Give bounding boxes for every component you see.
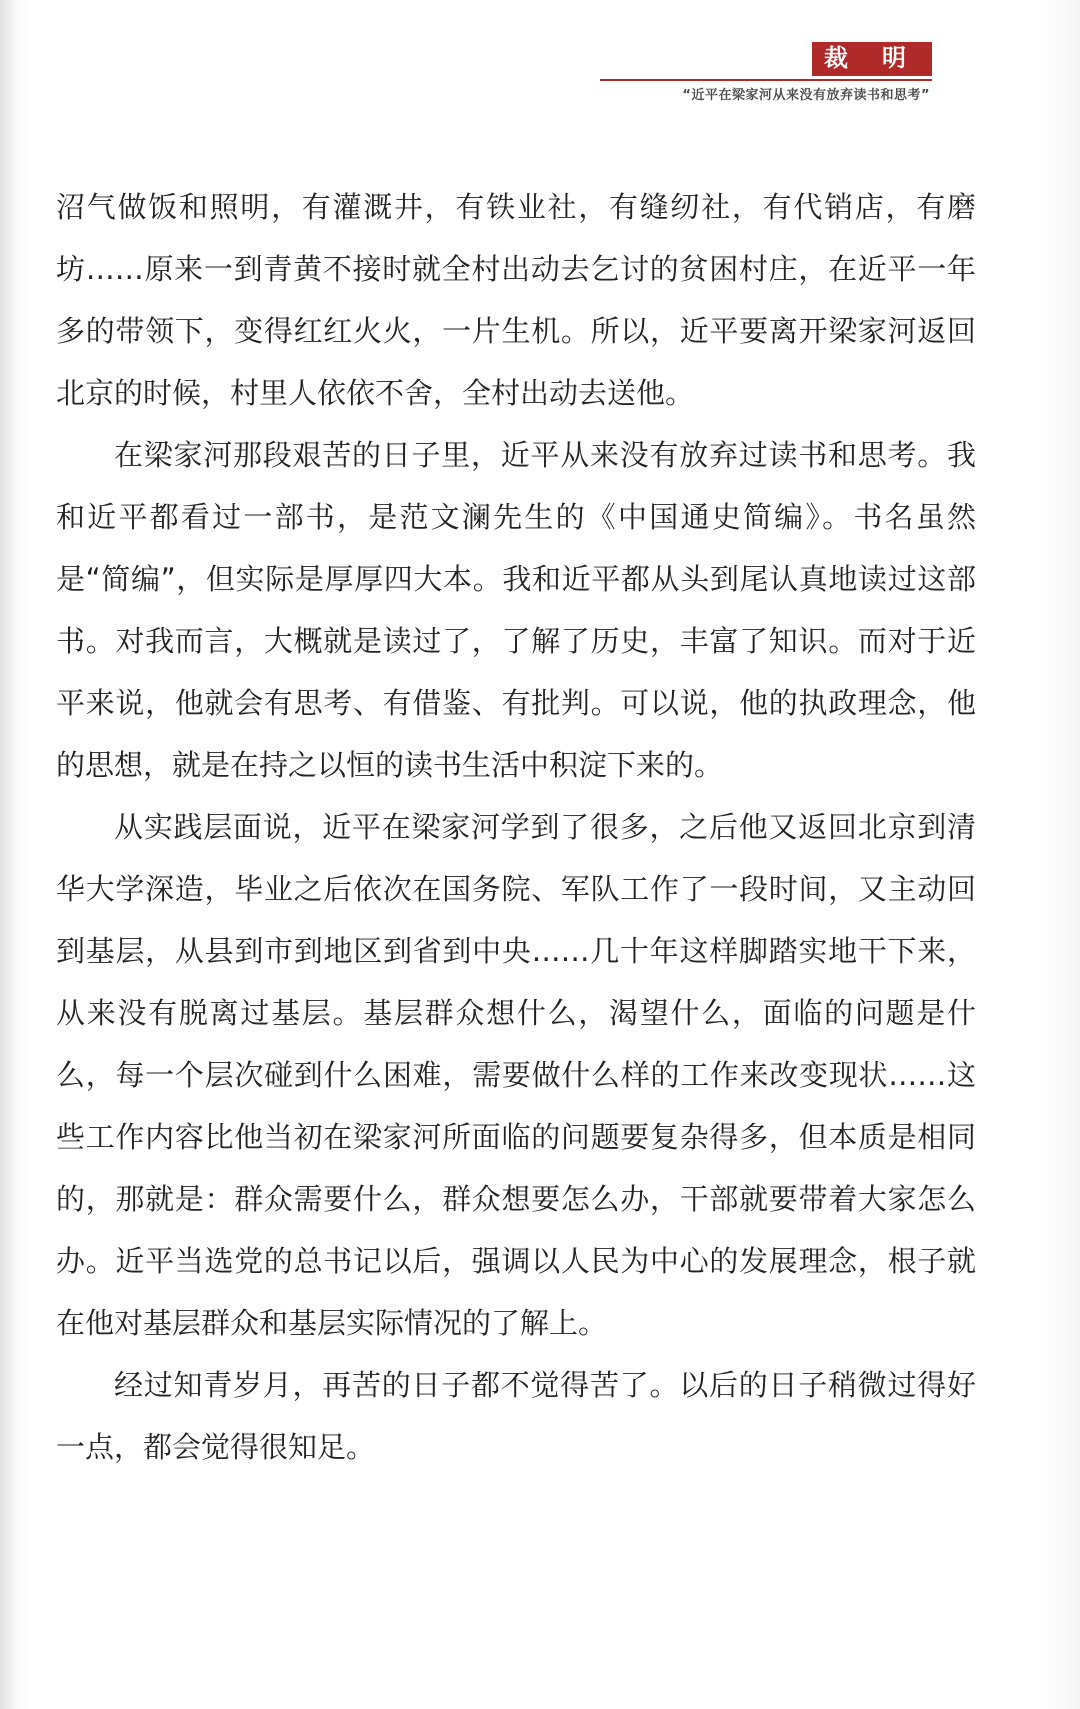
page-edge-shadow (0, 0, 16, 1709)
running-header-title: “近平在梁家河从来没有放弃读书和思考” (682, 88, 930, 103)
paragraph: 经过知青岁月，再苦的日子都不觉得苦了。以后的日子稍微过得好一点，都会觉得很知足。 (56, 1368, 976, 1464)
paragraph-continued: 沼气做饭和照明，有灌溉井，有铁业社，有缝纫社，有代销店，有磨坊……原来一到青黄不接时就全村出动去乞讨的贫困村庄，在近平一年多的带领下，变得红红火火，一片生机。所以，近平要离开梁家河返回北京的时候，村里人依依不舍，全村出动去送他。 (56, 190, 976, 410)
body-text (56, 176, 976, 1478)
section-badge: 裁 明 (812, 42, 932, 76)
paragraph: 从实践层面说，近平在梁家河学到了很多，之后他又返回北京到清华大学深造，毕业之后依次在国务院、军队工作了一段时间，又主动回到基层，从县到市到地区到省到中央……几十年这样脚踏实地干下来，从来没有脱离过基层。基层群众想什么，渴望什么，面临的问题是什么，每一个层次碰到什么困难，需要做什么样的工作来改变现状……这些工作内容比他当初在梁家河所面临的问题要复杂得多，但本质是相同的，那就是：群众需要什么，群众想要怎么办，干部就要带着大家怎么办。近平当选党的总书记以后，强调以人民为中心的发展理念，根子就在他对基层群众和基层实际情况的了解上。 (56, 810, 976, 1340)
paragraph: 在梁家河那段艰苦的日子里，近平从来没有放弃过读书和思考。我和近平都看过一部书，是范文澜先生的《中国通史简编》。书名虽然是“简编”，但实际是厚厚四大本。我和近平都从头到尾认真地读过这部书。对我而言，大概就是读过了，了解了历史，丰富了知识。而对于近平来说，他就会有思考、有借鉴、有批判。可以说，他的执政理念，他的思想，就是在持之以恒的读书生活中积淀下来的。 (56, 438, 976, 782)
header-rule (600, 79, 932, 81)
